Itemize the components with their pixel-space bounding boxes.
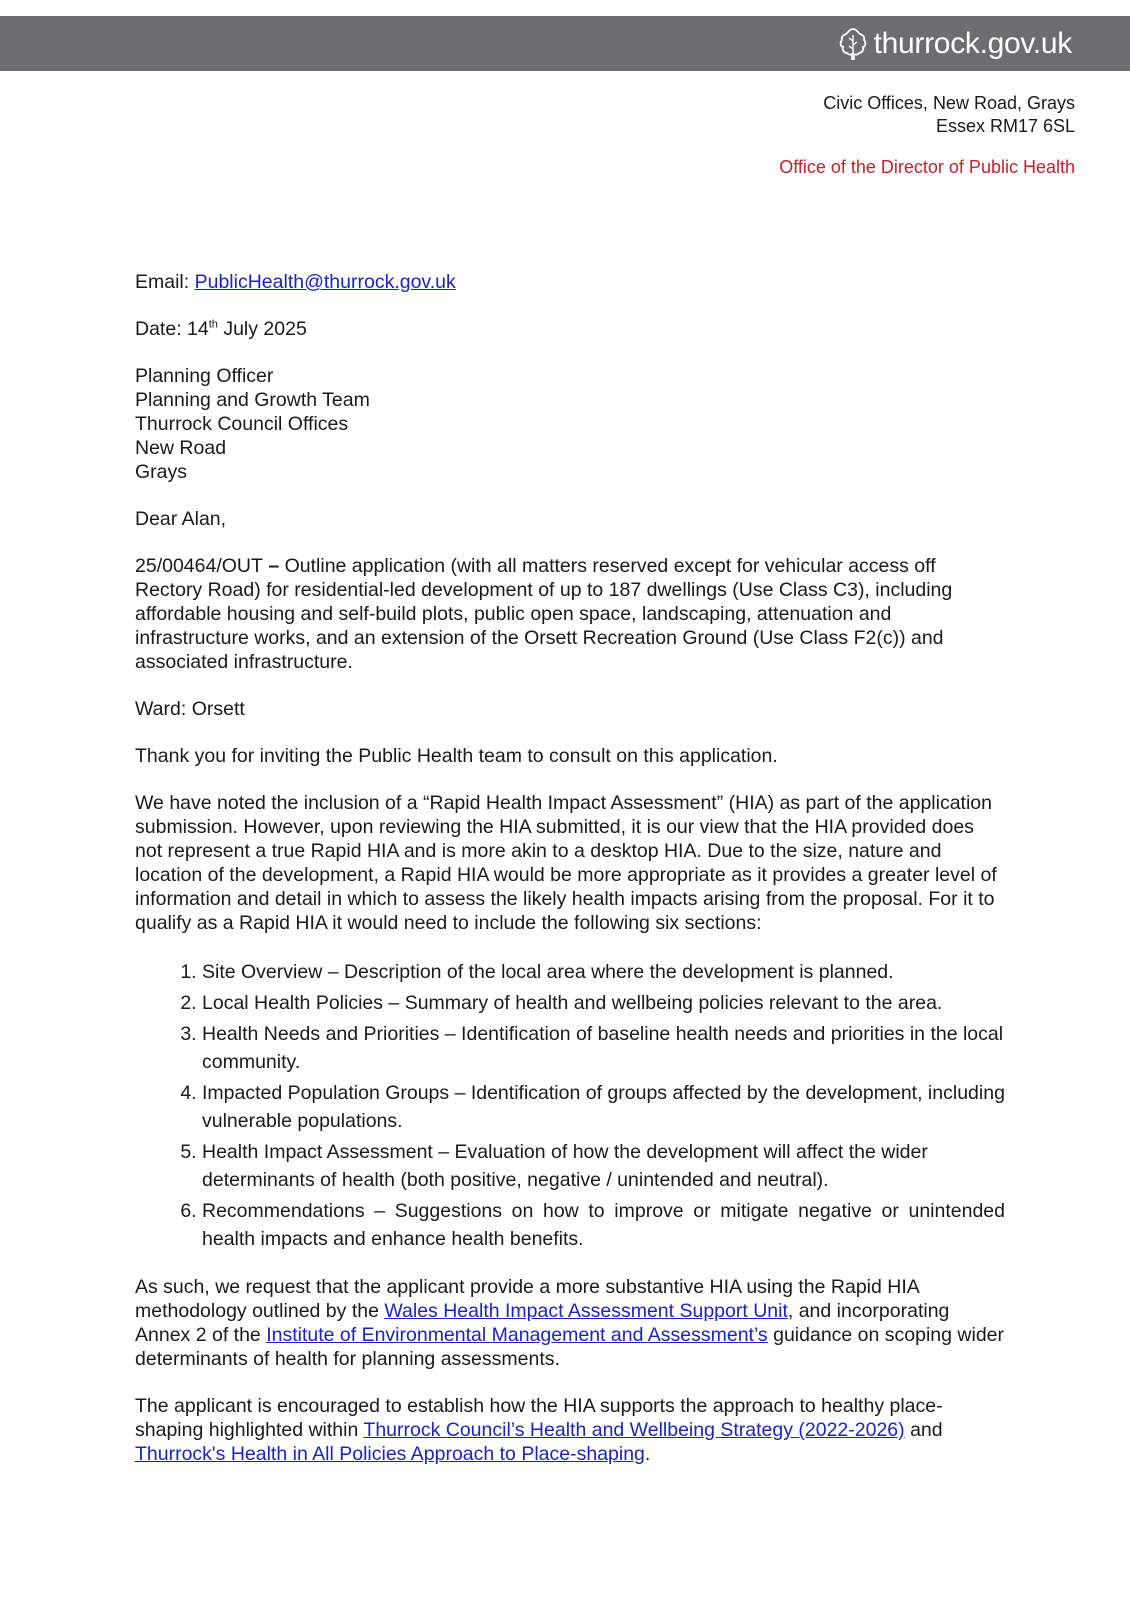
application-text: Outline application (with all matters reserved except for vehicular access off Rectory Road) for residential-led development of up to 187 dwellings (Use Class C3), including affordable housing and self-build plots, public open space, landscaping, attenuation and infrastructure works, and an extension of the Orsett Recreation Ground (Use Class F2(c)) and associated infrastructure. [135, 555, 953, 673]
office-title: Office of the Director of Public Health [779, 157, 1075, 177]
wales-hia-link[interactable]: Wales Health Impact Assessment Support Unit [384, 1300, 788, 1322]
application-ref: 25/00464/OUT [135, 555, 263, 577]
salutation: Dear Alan, [135, 508, 227, 530]
date-label: Date: 14 [135, 318, 209, 340]
request-paragraph [135, 1275, 1005, 1371]
application-dash: – [262, 555, 285, 577]
email-line [135, 270, 1005, 294]
request-text-1: As such, we request that the applicant provide a more substantive HIA using the Rapid HIA methodology outlined by the [135, 1276, 919, 1322]
recipient-address [135, 364, 1005, 484]
encourage-paragraph [135, 1394, 1005, 1466]
date-rest: July 2025 [217, 318, 307, 340]
encourage-text-2: and [904, 1419, 943, 1441]
list-item: 1. Site Overview – Description of the local area where the development is planned. [202, 958, 1005, 986]
list-item: 6. Recommendations – Suggestions on how to improve or mitigate negative or unintended health impacts and enhance health benefits. [202, 1197, 1005, 1253]
hia-paragraph: We have noted the inclusion of a “Rapid Health Impact Assessment” (HIA) as part of the application submission. However, upon reviewing the HIA submitted, it is our view that the HIA provided does not represent a true Rapid HIA and is more akin to a desktop HIA. Due to the size, nature and location of the development, a Rapid HIA would be more appropriate as it provides a greater level of information and detail in which to assess the likely health impacts arising from the proposal. For it to qualify as a Rapid HIA it would need to include the following six sections: [135, 792, 997, 934]
hiap-link[interactable]: Thurrock's Health in All Policies Approach to Place-shaping [135, 1443, 645, 1465]
email-label: Email: [135, 271, 195, 293]
wellbeing-strategy-link[interactable]: Thurrock Council’s Health and Wellbeing Strategy (2022-2026) [363, 1419, 905, 1441]
address-block [823, 92, 1075, 138]
encourage-text-3: . [644, 1443, 651, 1465]
date-ordinal: th [208, 318, 218, 331]
brand-name: thurrock.gov.uk [873, 27, 1072, 60]
recipient-line: Planning Officer [135, 365, 274, 387]
encourage-text-1: The applicant is encouraged to establish how the HIA supports the approach to healthy place-shaping highlighted within [135, 1395, 943, 1441]
oak-leaf-logo-icon [838, 27, 868, 61]
address-line-2: Essex RM17 6SL [935, 116, 1075, 136]
list-item: 3. Health Needs and Priorities – Identification of baseline health needs and priorities in the local community. [202, 1020, 1005, 1076]
list-item: 4. Impacted Population Groups – Identification of groups affected by the development, including vulnerable populations. [202, 1079, 1005, 1135]
list-item: 5. Health Impact Assessment – Evaluation of how the development will affect the wider determinants of health (both positive, negative / unintended and neutral). [202, 1138, 1005, 1194]
iema-link[interactable]: Institute of Environmental Management and Assessment’s [266, 1324, 768, 1346]
address-line-1: Civic Offices, New Road, Grays [823, 93, 1075, 113]
list-item: 2. Local Health Policies – Summary of health and wellbeing policies relevant to the area. [202, 989, 1005, 1017]
recipient-line: New Road [135, 437, 227, 459]
request-text-3: guidance on scoping wider determinants of health for planning assessments. [135, 1324, 1005, 1370]
request-text-2: , and incorporating Annex 2 of the [135, 1300, 950, 1346]
recipient-line: Planning and Growth Team [135, 389, 370, 411]
hia-sections-list [135, 958, 1005, 1253]
thanks-paragraph: Thank you for inviting the Public Health team to consult on this application. [135, 745, 778, 767]
application-description [135, 554, 1005, 674]
date-line [135, 317, 1005, 341]
ward: Ward: Orsett [135, 698, 245, 720]
letter-body [135, 270, 1005, 1489]
recipient-line: Grays [135, 461, 188, 483]
brand-lockup [838, 24, 1072, 64]
email-link[interactable]: PublicHealth@thurrock.gov.uk [194, 271, 456, 293]
recipient-line: Thurrock Council Offices [135, 413, 349, 435]
